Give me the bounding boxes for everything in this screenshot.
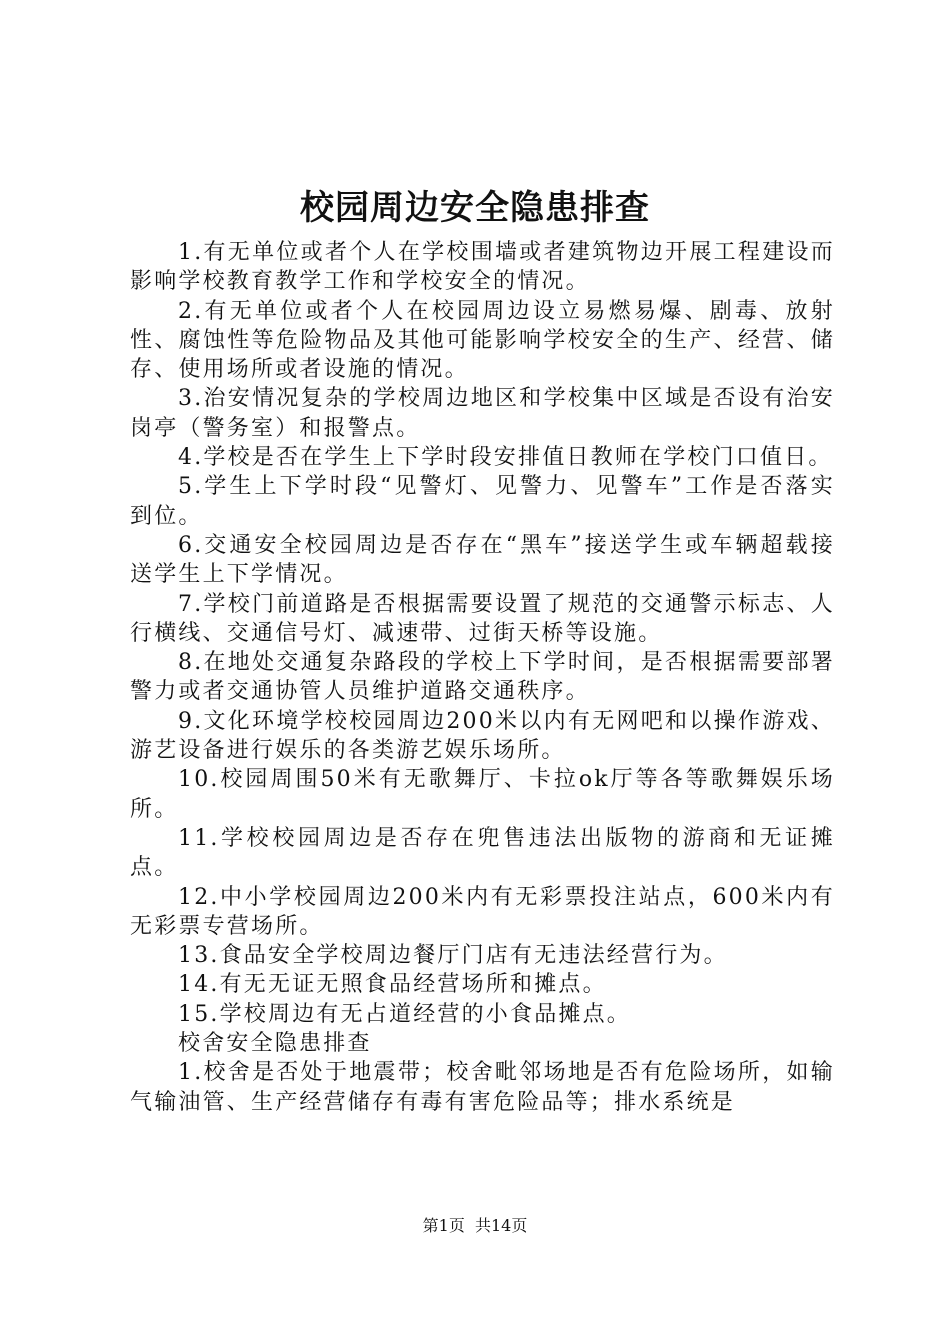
paragraph: 15.学校周边有无占道经营的小食品摊点。 [178,1001,631,1027]
paragraph: 8.在地处交通复杂路段的学校上下学时间，是否根据需要部署警力或者交通协管人员维护道路交通秩序。 [130,650,835,705]
paragraph: 4.学校是否在学生上下学时段安排值日教师在学校门口值日。 [178,445,833,471]
paragraph: 10.校园周围50米有无歌舞厅、卡拉ok厅等各等歌舞娱乐场所。 [130,767,835,822]
document-title: 校园周边安全隐患排查 [300,188,650,228]
section-heading: 校舍安全隐患排查 [178,1031,372,1057]
paragraph: 6.交通安全校园周边是否存在“黑车”接送学生或车辆超载接送学生上下学情况。 [130,532,835,588]
paragraph: 2.有无单位或者个人在校园周边设立易燃易爆、剧毒、放射性、腐蚀性等危险物品及其他可能影响学校安全的生产、经营、储存、使用场所或者设施的情况。 [130,298,835,383]
paragraph: 11.学校校园周边是否存在兜售违法出版物的游商和无证摊点。 [130,825,835,881]
paragraph: 14.有无无证无照食品经营场所和摊点。 [178,972,607,998]
paragraph: 9.文化环境学校校园周边200米以内有无网吧和以操作游戏、游艺设备进行娱乐的各类游艺娱乐场所。 [130,708,835,764]
paragraph: 3.治安情况复杂的学校周边地区和学校集中区域是否设有治安岗亭（警务室）和报警点。 [130,386,835,441]
document-body [130,238,835,1117]
paragraph: 5.学生上下学时段“见警灯、见警力、见警车”工作是否落实到位。 [130,474,835,529]
paragraph: 7.学校门前道路是否根据需要设置了规范的交通警示标志、人行横线、交通信号灯、减速带、过街天桥等设施。 [130,591,835,646]
page-number-footer: 第1页 共14页 [422,1216,528,1235]
paragraph: 1.校舍是否处于地震带；校舍毗邻场地是否有危险场所，如输气输油管、生产经营储存有毒有害危险品等；排水系统是 [130,1060,835,1115]
paragraph: 13.食品安全学校周边餐厅门店有无违法经营行为。 [178,943,728,969]
paragraph: 12.中小学校园周边200米内有无彩票投注站点，600米内有无彩票专营场所。 [130,884,835,939]
paragraph: 1.有无单位或者个人在学校围墙或者建筑物边开展工程建设而影响学校教育教学工作和学校安全的情况。 [130,240,835,295]
